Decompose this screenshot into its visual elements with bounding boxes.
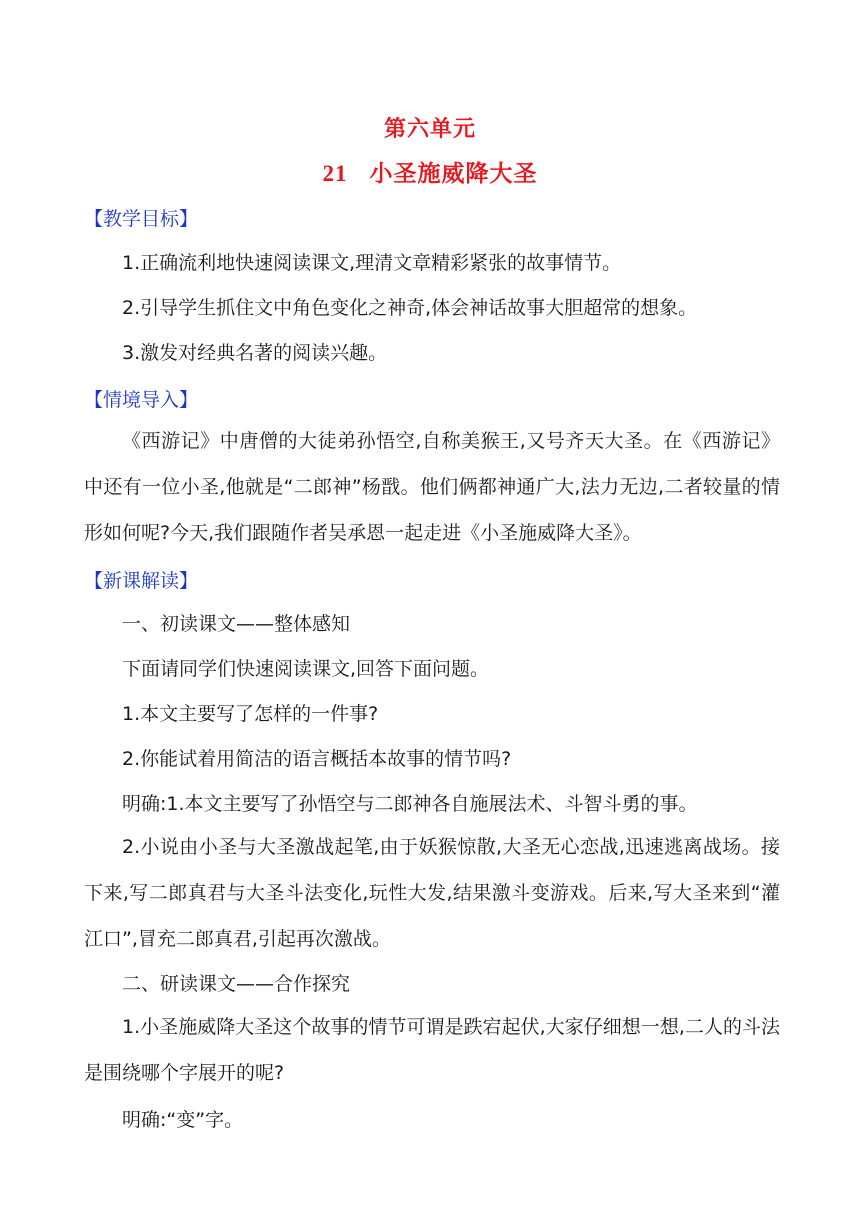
lesson-title bbox=[0, 155, 860, 188]
part2-question-1: 1.小圣施威降大圣这个故事的情节可谓是跌宕起伏,大家仔细想一想,二人的斗法是围绕哪个字展开的呢? bbox=[84, 1016, 780, 1084]
intro-paragraph: 《西游记》中唐僧的大徒弟孙悟空,自称美猴王,又号齐天大圣。在《西游记》中还有一位小圣,他就是“二郎神”杨戬。他们俩都神通广大,法力无边,二者较量的情形如何呢?今天,我们跟随作者吴承恩一起走进《小圣施威降大圣》。 bbox=[84, 430, 780, 544]
part1-title: 一、初读课文——整体感知 bbox=[122, 613, 351, 635]
part2-answer-1: 明确:“变”字。 bbox=[122, 1109, 244, 1131]
section-label-goals: 【教学目标】 bbox=[84, 208, 199, 230]
unit-title: 第六单元 bbox=[383, 117, 476, 142]
lesson-title-text: 小圣施威降大圣 bbox=[369, 161, 538, 187]
goal-item: 2.引导学生抓住文中角色变化之神奇,体会神话故事大胆超常的想象。 bbox=[122, 297, 698, 319]
question-1: 1.本文主要写了怎样的一件事? bbox=[122, 703, 379, 725]
answer-1: 明确:1.本文主要写了孙悟空与二郎神各自施展法术、斗智斗勇的事。 bbox=[122, 793, 698, 815]
part1-prompt: 下面请同学们快速阅读课文,回答下面问题。 bbox=[122, 658, 490, 680]
lesson-number: 21 bbox=[322, 161, 348, 186]
part2-title: 二、研读课文——合作探究 bbox=[122, 973, 351, 995]
question-2: 2.你能试着用简洁的语言概括本故事的情节吗? bbox=[122, 748, 512, 770]
section-label-intro: 【情境导入】 bbox=[84, 389, 199, 411]
goal-item: 3.激发对经典名著的阅读兴趣。 bbox=[122, 342, 388, 364]
answer-2-paragraph: 2.小说由小圣与大圣激战起笔,由于妖猴惊散,大圣无心恋战,迅速逃离战场。接下来,写二郎真君与大圣斗法变化,玩性大发,结果激斗变游戏。后来,写大圣来到“灌江口”,冒充二郎真君,引起再次激战。 bbox=[84, 836, 780, 950]
section-label-new: 【新课解读】 bbox=[84, 570, 199, 592]
goal-item: 1.正确流利地快速阅读课文,理清文章精彩紧张的故事情节。 bbox=[122, 252, 622, 274]
